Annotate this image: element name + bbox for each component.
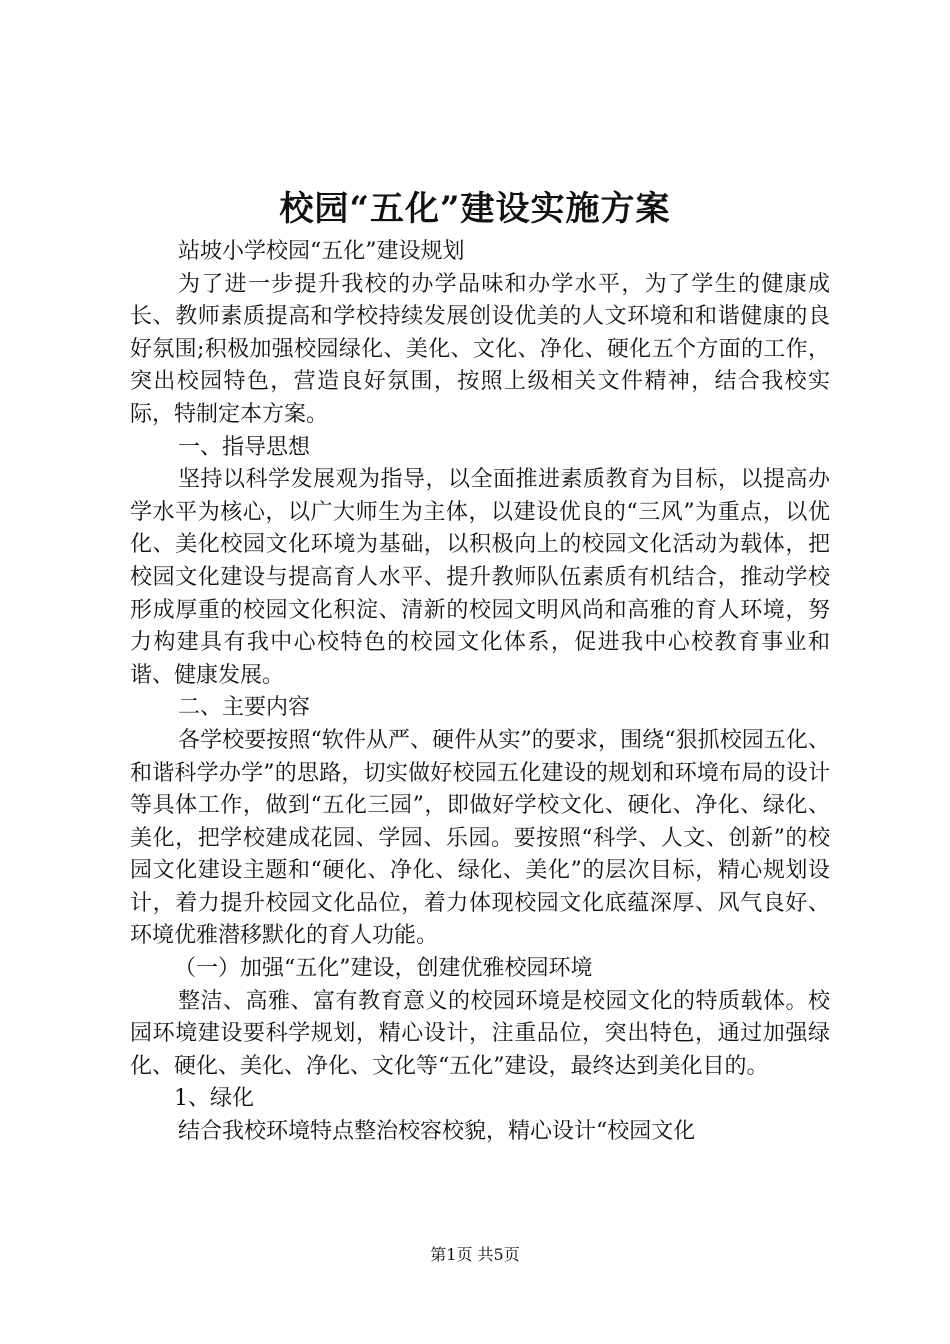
paragraph-guiding-ideology: 坚持以科学发展观为指导，以全面推进素质教育为目标，以提高办学水平为核心，以广大师生为主体，以建设优良的“三风”为重点，以优化、美化校园文化环境为基础，以积极向上的校园文化活动为载体，把校园文化建设与提高育人水平、提升教师队伍素质有机结合，推动学校形成厚重的校园文化积淀、清新的校园文明风尚和高雅的育人环境，努力构建具有我中心校特色的校园文化体系，促进我中心校教育事业和谐、健康发展。 <box>130 467 830 688</box>
document-title: 校园“五化”建设实施方案 <box>279 189 671 229</box>
subsection-heading-five-construction: （一）加强“五化”建设，创建优雅校园环境 <box>174 956 593 982</box>
paragraph-greening: 结合我校环境特点整治校容校貌，精心设计“校园文化 <box>178 1119 696 1145</box>
paragraph-subtitle: 站坡小学校园“五化”建设规划 <box>178 239 465 264</box>
item-heading-greening: 1、绿化 <box>174 1086 254 1112</box>
paragraph-five-construction: 整洁、高雅、富有教育意义的校园环境是校园文化的特质载体。校园环境建设要科学规划，精心设计，注重品位，突出特色，通过加强绿化、硬化、美化、净化、文化等“五化”建设，最终达到美化目的。 <box>130 988 830 1079</box>
section-heading-main-content: 二、主要内容 <box>178 695 311 721</box>
paragraph-intro: 为了进一步提升我校的办学品味和办学水平，为了学生的健康成长、教师素质提高和学校持续发展创设优美的人文环境和和谐健康的良好氛围;积极加强校园绿化、美化、文化、净化、硬化五个方面的工作，突出校园特色，营造良好氛围，按照上级相关文件精神，结合我校实际，特制定本方案。 <box>130 271 830 427</box>
section-heading-guiding-ideology: 一、指导思想 <box>178 434 311 460</box>
document-body <box>130 236 830 1149</box>
page-footer: 第1页 共5页 <box>430 1245 520 1264</box>
paragraph-main-content: 各学校要按照“软件从严、硬件从实”的要求，围绕“狠抓校园五化、和谐科学办学”的思路，切实做好校园五化建设的规划和环境布局的设计等具体工作，做到“五化三园”，即做好学校文化、硬化、净化、绿化、美化，把学校建成花园、学园、乐园。要按照“科学、人文、创新”的校园文化建设主题和“硬化、净化、绿化、美化”的层次目标，精心规划设计，着力提升校园文化品位，着力体现校园文化底蕴深厚、风气良好、环境优雅潜移默化的育人功能。 <box>130 727 830 949</box>
